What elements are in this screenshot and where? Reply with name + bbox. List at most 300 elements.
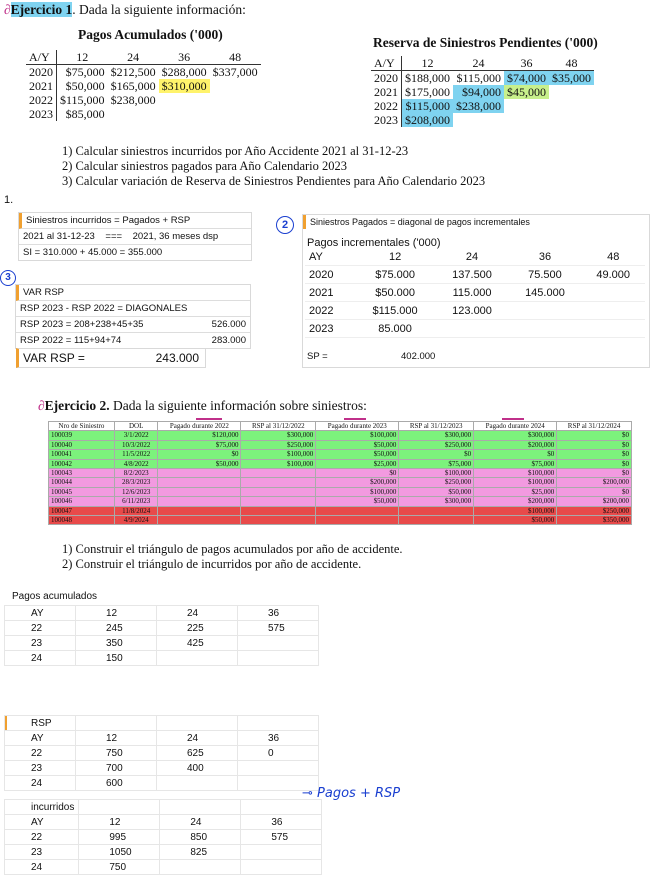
- header-cell: Pagado durante 2024: [474, 422, 557, 431]
- table-row: [371, 99, 594, 113]
- grid-cell: [241, 860, 322, 875]
- table-cell: 12/6/2023: [115, 487, 158, 496]
- table-cell: $25,000: [316, 459, 399, 468]
- row-label: 23: [5, 845, 79, 860]
- table-cell: $212,500: [110, 65, 156, 79]
- grid-row: [5, 776, 319, 791]
- reserva-title: Reserva de Siniestros Pendientes ('000): [373, 35, 598, 50]
- table-cell: $75,000: [158, 440, 241, 449]
- table-cell: [159, 93, 210, 107]
- question-1: 1) Calcular siniestros incurridos por Año Accidente 2021 al 31-12-23: [62, 144, 409, 158]
- table-cell: [158, 478, 241, 487]
- table-row: [49, 506, 632, 515]
- table-cell: $50.000: [355, 284, 436, 302]
- circle-3-mark: 3: [0, 270, 16, 286]
- table-cell: 100039: [49, 431, 115, 440]
- table-cell: $238,000: [453, 99, 504, 113]
- table-row: [305, 302, 645, 320]
- table-cell: $0: [158, 450, 241, 459]
- table-cell: $100,000: [316, 431, 399, 440]
- exercise-1-title: [4, 2, 246, 18]
- row-label: 22: [5, 830, 79, 845]
- grid-cell: 700: [76, 761, 157, 776]
- table-cell: [549, 113, 594, 127]
- table-cell: $85,000: [65, 107, 105, 121]
- table-cell: 100041: [49, 450, 115, 459]
- grid-cell: [238, 761, 319, 776]
- grid-cell: 350: [76, 636, 157, 651]
- exercise-1-label: Ejercicio 1: [10, 2, 73, 17]
- table-row: [49, 497, 632, 506]
- grid-cell: 850: [160, 830, 241, 845]
- grid-cell: 400: [157, 761, 238, 776]
- row-label: 2020: [371, 71, 402, 86]
- table-cell: $250,000: [399, 440, 474, 449]
- exercise-2-label: Ejercicio 2.: [44, 398, 110, 413]
- header-cell: 12: [76, 731, 157, 746]
- grid-title-row: [5, 800, 322, 815]
- row-label: 23: [5, 636, 76, 651]
- exercise-2-title: [38, 398, 367, 414]
- table-cell: 6/11/2023: [115, 497, 158, 506]
- grid-row: [5, 761, 319, 776]
- header-cell: AY: [305, 249, 355, 266]
- table-cell: [316, 516, 399, 525]
- grid-cell: 245: [76, 621, 157, 636]
- row-label: 2023: [371, 113, 402, 127]
- empty-cell: [76, 716, 157, 731]
- rsp-2022-value: 283.000: [211, 335, 246, 346]
- pagos-acumulados-grid: [4, 605, 319, 666]
- table-cell: $94,000: [453, 85, 504, 99]
- header-cell: A/Y: [26, 50, 57, 65]
- row-label: 2022: [371, 99, 402, 113]
- table-cell: 115.000: [436, 284, 509, 302]
- table-cell: $0: [474, 450, 557, 459]
- table-row: [305, 284, 645, 302]
- empty-cell: [238, 716, 319, 731]
- header-cell: 12: [355, 249, 436, 266]
- table-cell: [158, 469, 241, 478]
- row-label: 2023: [26, 107, 57, 121]
- table-cell: [210, 79, 261, 93]
- siniestros-table: [48, 421, 632, 525]
- table-cell: [399, 516, 474, 525]
- table-cell: $200,000: [474, 497, 557, 506]
- table-cell: $100,000: [474, 506, 557, 515]
- table-cell: $337,000: [212, 65, 258, 79]
- table-cell: 100048: [49, 516, 115, 525]
- exercise-2-text: Dada la siguiente información sobre siniestros:: [109, 398, 367, 413]
- header-cell: RSP al 31/12/2023: [399, 422, 474, 431]
- table-cell: $115.000: [355, 302, 436, 320]
- grid-cell: 425: [157, 636, 238, 651]
- table-row: [49, 478, 632, 487]
- sp-label: SP =: [307, 351, 328, 362]
- table-cell: [158, 516, 241, 525]
- pagos-acumulados-title: Pagos Acumulados ('000): [78, 27, 223, 42]
- header-cell: RSP al 31/12/2024: [557, 422, 632, 431]
- table-cell: [549, 85, 594, 99]
- var-rsp-title: VAR RSP: [16, 285, 250, 301]
- pagos-incrementales-title: Pagos incrementales ('000): [307, 237, 441, 249]
- table-cell: $300,000: [474, 431, 557, 440]
- table-cell: $75.000: [355, 266, 436, 284]
- table-cell: [241, 487, 316, 496]
- grid-cell: 225: [157, 621, 238, 636]
- grid-cell: [238, 651, 319, 666]
- table-cell: 8/2/2023: [115, 469, 158, 478]
- table-cell: 3/1/2022: [115, 431, 158, 440]
- grid-title: RSP: [5, 716, 76, 731]
- row-label: 2021: [305, 284, 355, 302]
- header-cell: Pagado durante 2023: [316, 422, 399, 431]
- header-cell: 36: [509, 249, 582, 266]
- grid-header-row: [5, 606, 319, 621]
- table-cell: $45,000: [504, 85, 549, 99]
- table-cell: $50,000: [316, 497, 399, 506]
- table-cell: 28/3/2023: [115, 478, 158, 487]
- table-cell: 100046: [49, 497, 115, 506]
- grid-row: [5, 621, 319, 636]
- empty-cell: [160, 800, 241, 815]
- row-label: 23: [5, 761, 76, 776]
- header-cell: 24: [436, 249, 509, 266]
- table-row: [49, 431, 632, 440]
- note-text: Pagos + RSP: [317, 786, 401, 801]
- table-cell: [158, 506, 241, 515]
- pagos-incrementales-box: [302, 214, 650, 368]
- table-cell: [453, 113, 504, 127]
- table-cell: [509, 302, 582, 320]
- incurridos-box: [18, 212, 252, 261]
- table-cell: [436, 320, 509, 338]
- table-cell: $115,000: [456, 71, 501, 85]
- grid-cell: [241, 845, 322, 860]
- table-cell: $120,000: [158, 431, 241, 440]
- row-label: 2021: [371, 85, 402, 99]
- empty-cell: [79, 800, 160, 815]
- table-cell: $200,000: [474, 440, 557, 449]
- grid-row: [5, 636, 319, 651]
- grid-cell: 150: [76, 651, 157, 666]
- table-row: [305, 320, 645, 338]
- header-cell: 36: [504, 56, 549, 71]
- row-label: 2022: [305, 302, 355, 320]
- table-cell: 100045: [49, 487, 115, 496]
- table-cell: 100043: [49, 469, 115, 478]
- exercise-1-text: . Dada la siguiente información:: [72, 2, 246, 17]
- table-cell: $0: [399, 450, 474, 459]
- reserva-table: [371, 56, 594, 127]
- table-row: [371, 113, 594, 127]
- var-rsp-label: VAR RSP =: [23, 351, 85, 365]
- table-cell: [158, 497, 241, 506]
- header-cell: 12: [57, 50, 108, 65]
- pagos-acumulados-table: [26, 50, 261, 121]
- var-rsp-result: [16, 348, 206, 368]
- table-cell: $208,000: [402, 113, 454, 127]
- empty-cell: [157, 716, 238, 731]
- grid-row: [5, 746, 319, 761]
- grid-row: [5, 830, 322, 845]
- table-cell: 49.000: [581, 266, 645, 284]
- row-label: 2023: [305, 320, 355, 338]
- table-row: [49, 516, 632, 525]
- row-label: 22: [5, 621, 76, 636]
- table-cell: 4/9/2024: [115, 516, 158, 525]
- header-cell: 12: [402, 56, 454, 71]
- table-cell: $310,000: [159, 79, 210, 93]
- table-cell: $100,000: [399, 469, 474, 478]
- table-cell: $50,000: [399, 487, 474, 496]
- table-cell: $300,000: [399, 497, 474, 506]
- header-cell: AY: [5, 815, 79, 830]
- empty-cell: [241, 800, 322, 815]
- table-cell: $0: [557, 450, 632, 459]
- table-cell: [581, 284, 645, 302]
- table-row: [49, 450, 632, 459]
- table-cell: $300,000: [241, 431, 316, 440]
- row-label: 2020: [305, 266, 355, 284]
- table-row: [26, 93, 261, 107]
- grid-header-row: [5, 731, 319, 746]
- header-cell: 48: [210, 50, 261, 65]
- grid-cell: [157, 651, 238, 666]
- header-cell: 48: [581, 249, 645, 266]
- table-cell: $0: [557, 459, 632, 468]
- table-cell: $25,000: [474, 487, 557, 496]
- header-cell: Pagado durante 2022: [158, 422, 241, 431]
- question-2: 2) Construir el triángulo de incurridos por año de accidente.: [62, 557, 362, 571]
- grid-row: [5, 651, 319, 666]
- grid-row: [5, 845, 322, 860]
- question-2: 2) Calcular siniestros pagados para Año Calendario 2023: [62, 159, 347, 173]
- table-cell: $300,000: [399, 431, 474, 440]
- table-cell: $75,000: [399, 459, 474, 468]
- pen-mark: ∂: [4, 2, 11, 17]
- table-cell: $75,000: [65, 65, 105, 79]
- table-cell: [316, 506, 399, 515]
- table-cell: 100044: [49, 478, 115, 487]
- table-row: [49, 487, 632, 496]
- exercise-2-questions: [62, 542, 403, 572]
- table-cell: $100,000: [241, 450, 316, 459]
- row-label: 24: [5, 776, 76, 791]
- incurridos-result: SI = 310.000 + 45.000 = 355.000: [23, 247, 163, 258]
- table-cell: 75.500: [509, 266, 582, 284]
- table-cell: 4/8/2022: [115, 459, 158, 468]
- header-cell: 24: [160, 815, 241, 830]
- table-cell: 100040: [49, 440, 115, 449]
- incurridos-line: 2021 al 31-12-23 === 2021, 36 meses dsp: [19, 229, 251, 245]
- pen-underline: [502, 418, 524, 420]
- header-cell: Nro de Siniestro: [49, 422, 115, 431]
- header-cell: 48: [549, 56, 594, 71]
- row-label: 2022: [26, 93, 57, 107]
- pagos-acumulados-grid-title: Pagos acumulados: [12, 591, 98, 602]
- table-cell: [158, 487, 241, 496]
- grid-cell: [160, 860, 241, 875]
- table-cell: $0: [557, 431, 632, 440]
- var-rsp-diagonales: RSP 2023 - RSP 2022 = DIAGONALES: [16, 301, 250, 317]
- table-cell: $188,000: [405, 71, 450, 85]
- row-label: 22: [5, 746, 76, 761]
- table-cell: 85.000: [355, 320, 436, 338]
- grid-row: [5, 860, 322, 875]
- table-cell: $50,000: [158, 459, 241, 468]
- table-cell: $0: [316, 469, 399, 478]
- header-cell: A/Y: [371, 56, 402, 71]
- pen-underline: [344, 418, 366, 420]
- table-cell: 100047: [49, 506, 115, 515]
- header-cell: 36: [238, 606, 319, 621]
- table-row: [26, 107, 261, 121]
- grid-cell: 825: [160, 845, 241, 860]
- table-cell: $75,000: [474, 459, 557, 468]
- var-rsp-box: [15, 284, 251, 349]
- table-cell: 137.500: [436, 266, 509, 284]
- header-cell: 36: [241, 815, 322, 830]
- table-cell: $200,000: [316, 478, 399, 487]
- table-cell: $350,000: [557, 516, 632, 525]
- table-row: [49, 440, 632, 449]
- table-cell: [108, 107, 159, 121]
- table-cell: $250,000: [241, 440, 316, 449]
- table-cell: $0: [557, 487, 632, 496]
- var-rsp-value: 243.000: [155, 351, 199, 365]
- grid-cell: 995: [79, 830, 160, 845]
- row-label: 24: [5, 651, 76, 666]
- table-cell: [241, 469, 316, 478]
- table-cell: [210, 93, 261, 107]
- table-cell: $0: [557, 440, 632, 449]
- header-cell: AY: [5, 606, 76, 621]
- table-cell: [241, 506, 316, 515]
- grid-cell: 750: [76, 746, 157, 761]
- table-cell: $100,000: [316, 487, 399, 496]
- exercise-1-questions: [62, 144, 485, 189]
- table-cell: $165,000: [110, 79, 156, 93]
- grid-cell: 0: [238, 746, 319, 761]
- rsp-2022-label: RSP 2022 = 115+94+74: [20, 335, 122, 346]
- pagos-formula: Siniestros Pagados = diagonal de pagos incrementales: [303, 215, 649, 229]
- table-row: [26, 79, 261, 93]
- row-label: 2021: [26, 79, 57, 93]
- question-3: 3) Calcular variación de Reserva de Siniestros Pendientes para Año Calendario 2023: [62, 174, 486, 188]
- table-cell: 123.000: [436, 302, 509, 320]
- header-cell: 36: [238, 731, 319, 746]
- pen-underline: [196, 418, 222, 420]
- grid-cell: 625: [157, 746, 238, 761]
- table-cell: [399, 506, 474, 515]
- table-cell: [159, 107, 210, 121]
- header-cell: 36: [159, 50, 210, 65]
- table-cell: $288,000: [161, 65, 207, 79]
- table-cell: [549, 99, 594, 113]
- table-cell: [241, 497, 316, 506]
- table-cell: [504, 113, 549, 127]
- header-cell: 12: [76, 606, 157, 621]
- table-cell: [504, 99, 549, 113]
- table-cell: [241, 516, 316, 525]
- table-cell: [509, 320, 582, 338]
- table-cell: [241, 478, 316, 487]
- rsp-grid: [4, 715, 319, 791]
- header-cell: 24: [157, 606, 238, 621]
- grid-cell: 575: [241, 830, 322, 845]
- table-cell: 145.000: [509, 284, 582, 302]
- table-cell: $50,000: [316, 440, 399, 449]
- table-cell: [210, 107, 261, 121]
- table-cell: 11/8/2024: [115, 506, 158, 515]
- grid-header-row: [5, 815, 322, 830]
- pagos-incrementales-table: [305, 249, 645, 338]
- table-cell: $50,000: [316, 450, 399, 459]
- table-cell: $115,000: [402, 99, 454, 113]
- table-cell: $100,000: [241, 459, 316, 468]
- arrow-icon: ⊸: [302, 786, 318, 801]
- table-cell: $200,000: [557, 497, 632, 506]
- circle-2-mark: 2: [276, 216, 294, 234]
- table-cell: [581, 302, 645, 320]
- incurridos-formula: Siniestros incurridos = Pagados + RSP: [19, 213, 251, 229]
- table-row: [26, 65, 261, 80]
- table-cell: $35,000: [549, 71, 594, 86]
- table-row: [371, 71, 594, 86]
- header-cell: DOL: [115, 422, 158, 431]
- grid-cell: 600: [76, 776, 157, 791]
- pen-mark-2: ∂: [38, 398, 45, 413]
- question-1: 1) Construir el triángulo de pagos acumulados por año de accidente.: [62, 542, 403, 556]
- table-cell: 10/3/2022: [115, 440, 158, 449]
- table-cell: $200,000: [557, 478, 632, 487]
- answer-marker: 1.: [4, 194, 14, 206]
- table-cell: 100042: [49, 459, 115, 468]
- sp-value: 402.000: [401, 351, 436, 362]
- row-label: 24: [5, 860, 79, 875]
- table-row: [371, 85, 594, 99]
- table-cell: 11/5/2022: [115, 450, 158, 459]
- table-cell: $100,000: [474, 469, 557, 478]
- table-cell: $100,000: [474, 478, 557, 487]
- header-cell: RSP al 31/12/2022: [241, 422, 316, 431]
- table-cell: [581, 320, 645, 338]
- grid-cell: 1050: [79, 845, 160, 860]
- grid-cell: 750: [79, 860, 160, 875]
- header-cell: 24: [108, 50, 159, 65]
- table-cell: $50,000: [474, 516, 557, 525]
- rsp-2023-label: RSP 2023 = 208+238+45+35: [20, 319, 144, 330]
- table-cell: $175,000: [405, 85, 450, 99]
- header-cell: AY: [5, 731, 76, 746]
- table-cell: $238,000: [110, 93, 156, 107]
- table-cell: $0: [557, 469, 632, 478]
- grid-cell: [157, 776, 238, 791]
- table-header-row: [305, 249, 645, 266]
- grid-title: incurridos: [5, 800, 79, 815]
- rsp-2023-value: 526.000: [211, 319, 246, 330]
- incurridos-grid: [4, 799, 322, 875]
- header-cell: 12: [79, 815, 160, 830]
- grid-title-row: [5, 716, 319, 731]
- grid-cell: 575: [238, 621, 319, 636]
- header-cell: 24: [157, 731, 238, 746]
- table-row: [49, 469, 632, 478]
- table-cell: $74,000: [504, 71, 549, 86]
- handwritten-note: [302, 786, 400, 801]
- table-cell: $250,000: [557, 506, 632, 515]
